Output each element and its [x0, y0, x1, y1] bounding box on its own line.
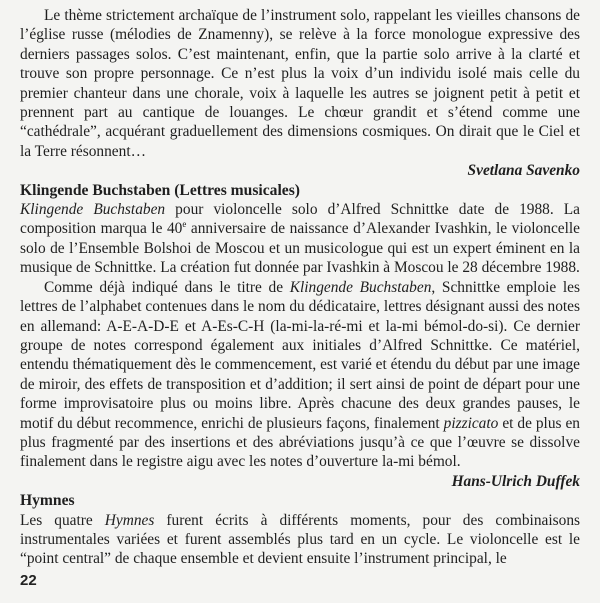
work-title: Klingende Buchstaben	[20, 201, 166, 219]
heading-klingende-buchstaben: Klingende Buchstaben (Lettres musicales)	[20, 181, 300, 199]
text: Les quatre	[20, 511, 105, 529]
paragraph-klingende-intro	[20, 200, 580, 278]
heading-hymnes: Hymnes	[20, 492, 75, 510]
text: pour violoncelle solo d’Alfred Schnittke date de 1988. La composition marqua le 40	[20, 201, 580, 238]
work-title: Klingende Buchstaben	[289, 278, 432, 296]
paragraph-savenko: Le thème strictement archaïque de l’instrument solo, rappelant les vieilles chansons de l’église russe (mélodies de Znamenny), se relève à la force monologue expressive des derniers passages solos. C’est maintenant, enfin, que la partie solo arrive à la clarté et trouve son propre personnage. Ce n’est plus la voix d’un individu isolé mais celle du premier chanteur dans une chorale, voix à laquelle les autres se joignent petit à petit et prennent part au cantique de louanges. Le chœur grandit et s’étend comme une “cathédrale”, acquérant graduellement des dimensions cosmiques. On dirait que le Ciel et la Terre résonnent…	[20, 7, 580, 160]
author-signature-savenko: Svetlana Savenko	[467, 162, 580, 180]
page-number: 22	[20, 572, 37, 589]
paragraph-hymnes	[20, 511, 580, 569]
paragraph-klingende-analysis	[20, 278, 580, 472]
document-page	[20, 6, 580, 569]
work-title: Hymnes	[104, 511, 155, 529]
text: , Schnittke emploie les lettres de l’alphabet contenues dans le nom du dédicataire, lettres désignant aussi des notes en allemand: A-E-A-D-E et A-Es-C-H (la-mi-la-ré-mi et la-mi bémol-do-si). Ce dernier groupe de notes correspond également aux initiales d’Alfred Schnittke. Ce matériel, entendu thématiquement dès le commencement, est varié et étendu du début par une image de miroir, des effets de transposition et d’addition; il sert ainsi de point de départ pour une forme improvisatoire plus ou moins libre. Après chacune des deux grandes pauses, le motif du début recommence, enrichi de plusieurs façons, finalement	[20, 278, 580, 432]
term-pizzicato: pizzicato	[443, 414, 499, 432]
superscript: e	[182, 219, 187, 230]
text: Comme déjà indiqué dans le titre de	[44, 278, 290, 296]
author-signature-duffek: Hans-Ulrich Duffek	[451, 472, 580, 490]
text: et de plus en plus fragmenté par des insertions et des abréviations jusqu’à ce que l’œuvre se dissolve finalement dans le registre aigu avec les notes d’ouverture la-mi bémol.	[20, 414, 580, 471]
text: anniversaire de naissance d’Alexander Ivashkin, le violoncelle solo de l’Ensemble Bolshoi de Moscou et un musicologue qui est un expert éminent en la musique de Schnittke. La création fut donnée par Ivashkin à Moscou le 28 décembre 1988.	[20, 220, 580, 277]
text: furent écrits à différents moments, pour des combinaisons instrumentales variées et furent assemblés plus tard en un cycle. Le violoncelle est le “point central” de chaque ensemble et devient ensuite l’instrument principal, le	[20, 511, 580, 568]
